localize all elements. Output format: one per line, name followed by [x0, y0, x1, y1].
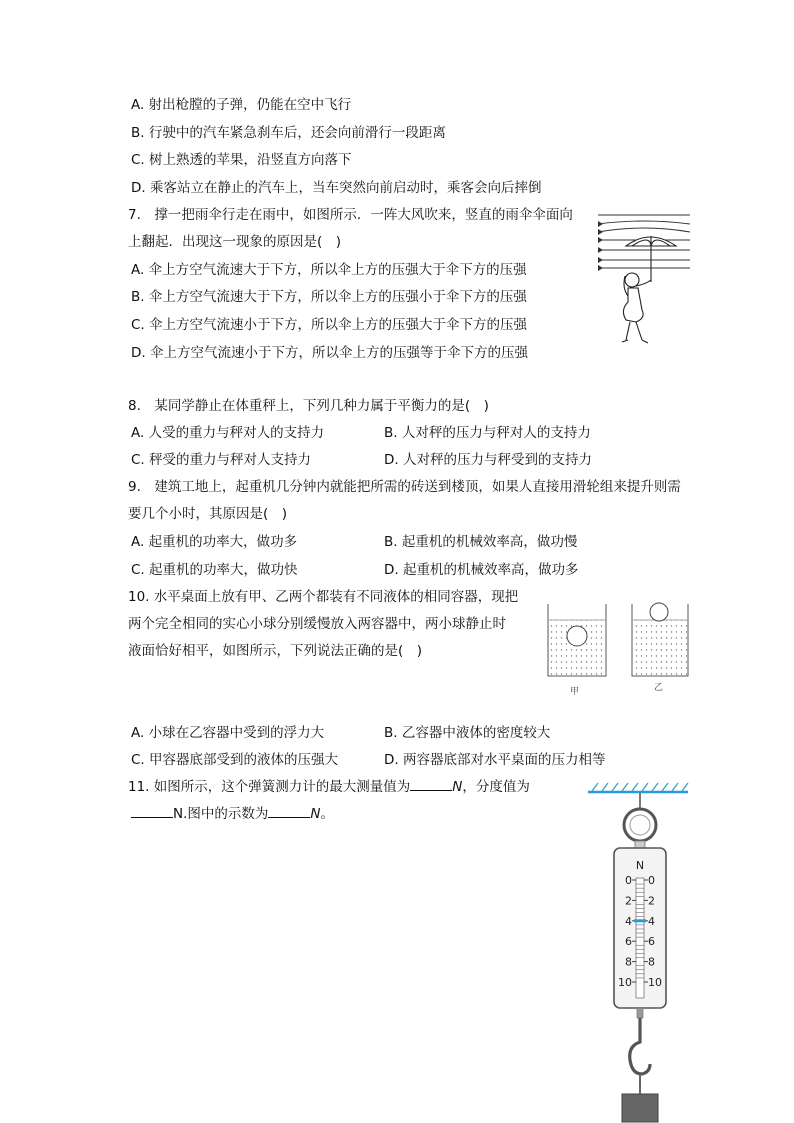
tick-label-left: 6 [625, 935, 632, 949]
q7-option-c: C. 伞上方空气流速小于下方，所以伞上方的压强大于伞下方的压强 [131, 317, 528, 333]
q10-option-d: D. 两容器底部对水平桌面的压力相等 [384, 752, 606, 768]
tick-label-left: 2 [625, 894, 632, 908]
q11-unit-2: N [310, 806, 321, 822]
q11-unit-1: N [452, 779, 463, 795]
q11-end: 。 [320, 806, 334, 822]
q9-stem-line1: 9. 建筑工地上，起重机几分钟内就能把所需的砖送到楼顶，如果人直接用滑轮组来提升则需 [128, 479, 681, 495]
q9-stem-line2: 要几个小时，其原因是( ) [128, 506, 288, 522]
tick-label-right: 6 [648, 935, 655, 949]
q11-text-part2: ，分度值为 [462, 779, 530, 795]
answer-blank-max[interactable] [410, 778, 452, 791]
q11-stem-line1 [128, 778, 530, 796]
q7-option-d: D. 伞上方空气流速小于下方，所以伞上方的压强等于伞下方的压强 [131, 345, 528, 361]
q11-text-part1: 11. 如图所示，这个弹簧测力计的最大测量值为 [128, 779, 411, 795]
q9-option-b: B. 起重机的机械效率高，做功慢 [384, 534, 578, 550]
q8-option-a: A. 人受的重力与秤对人的支持力 [131, 425, 325, 441]
q10-stem-line2: 两个完全相同的实心小球分别缓慢放入两容器中，两小球静止时 [128, 616, 506, 632]
q10-option-a: A. 小球在乙容器中受到的浮力大 [131, 725, 325, 741]
q7-stem-line2: 上翻起．出现这一现象的原因是( ) [128, 234, 342, 250]
tick-label-right: 10 [648, 976, 662, 989]
answer-blank-reading[interactable] [268, 805, 310, 818]
q10-stem-line3: 液面恰好相平，如图所示，下列说法正确的是( ) [128, 643, 423, 659]
container-label-yi: 乙 [654, 683, 664, 693]
q9-option-d: D. 起重机的机械效率高，做功多 [384, 562, 579, 578]
tick-label-right: 2 [648, 894, 655, 908]
scale-pointer [634, 919, 646, 922]
q7-stem-line1: 7. 撑一把雨伞行走在雨中，如图所示．一阵大风吹来，竖直的雨伞伞面向 [128, 207, 573, 223]
q7-option-a: A. 伞上方空气流速大于下方，所以伞上方的压强大于伞下方的压强 [131, 262, 527, 278]
q6-option-d: D. 乘客站立在静止的汽车上，当车突然向前启动时，乘客会向后摔倒 [131, 180, 542, 196]
q6-option-c: C. 树上熟透的苹果，沿竖直方向落下 [131, 152, 352, 168]
tick-label-left: 4 [625, 914, 632, 928]
spring-scale-figure [584, 780, 692, 1123]
tick-label-right: 0 [648, 874, 655, 887]
tick-label-right: 8 [648, 955, 655, 969]
two-containers-figure [540, 594, 700, 702]
tick-label-left: 10 [618, 976, 632, 989]
tick-label-right: 4 [648, 914, 655, 928]
tick-label-left: 0 [625, 874, 632, 887]
q6-option-a: A. 射出枪膛的子弹，仍能在空中飞行 [131, 97, 352, 113]
answer-blank-division[interactable] [131, 805, 173, 818]
q9-option-a: A. 起重机的功率大，做功多 [131, 534, 298, 550]
container-label-jia: 甲 [570, 687, 580, 697]
q10-option-b: B. 乙容器中液体的密度较大 [384, 725, 551, 741]
q8-option-c: C. 秤受的重力与秤对人支持力 [131, 452, 312, 468]
q9-option-c: C. 起重机的功率大，做功快 [131, 562, 298, 578]
q6-option-b: B. 行驶中的汽车紧急刹车后，还会向前滑行一段距离 [131, 125, 446, 141]
q8-option-d: D. 人对秤的压力与秤受到的支持力 [384, 452, 592, 468]
scale-unit-label: N [635, 859, 645, 872]
umbrella-wind-figure [598, 210, 694, 354]
q10-option-c: C. 甲容器底部受到的液体的压强大 [131, 752, 339, 768]
q11-text-part3: N.图中的示数为 [173, 806, 269, 822]
q8-stem: 8. 某同学静止在体重秤上，下列几种力属于平衡力的是( ) [128, 398, 489, 414]
q11-stem-line2 [131, 805, 334, 823]
q10-stem-line1: 10. 水平桌面上放有甲、乙两个都装有不同液体的相同容器，现把 [128, 589, 519, 605]
q8-option-b: B. 人对秤的压力与秤对人的支持力 [384, 425, 591, 441]
q7-option-b: B. 伞上方空气流速大于下方，所以伞上方的压强小于伞下方的压强 [131, 289, 527, 305]
tick-label-left: 8 [625, 955, 632, 969]
